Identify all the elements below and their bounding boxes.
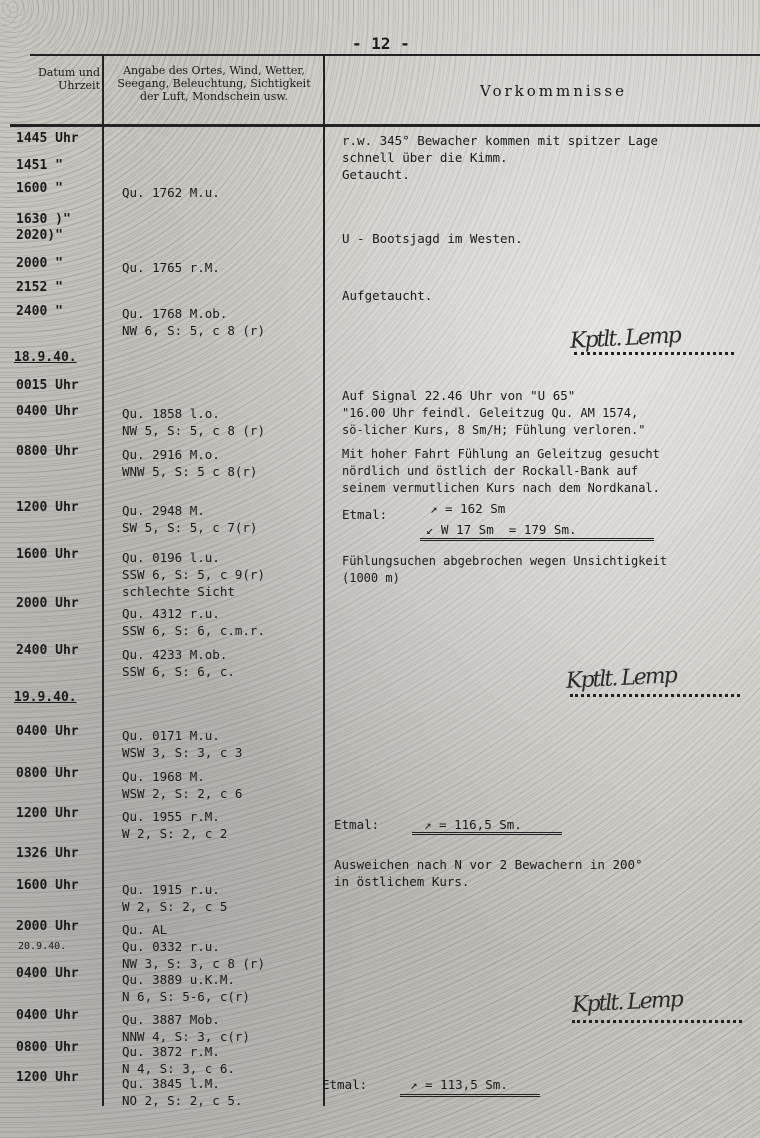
event-fuehlung-abgebrochen: Fühlungsuchen abgebrochen wegen Unsichtigkeit (1000 m) [342,554,668,585]
time-1200c: 1200 Uhr [16,806,79,821]
date-20-9-40: 20.9.40. [18,941,67,952]
time-1445: 1445 Uhr [16,131,79,146]
event-geleitzug: "16.00 Uhr feindl. Geleitzug Qu. AM 1574, sö-licher Kurs, 8 Sm/H; Fühlung verloren." [342,406,646,437]
event-signal: Auf Signal 22.46 Uhr von "U 65" [342,388,576,403]
time-2000: 2000 " [16,256,63,271]
time-2152: 2152 " [16,280,63,295]
etmal-1-line1: ↗ = 162 Sm [430,501,506,516]
time-1451: 1451 " [16,158,63,173]
etmal-3-label: Etmal: [322,1077,368,1092]
etmal-3-value: ↗ = 113,5 Sm. [410,1077,508,1092]
column-divider-2 [323,56,325,1106]
event-fuehlung: Mit hoher Fahrt Fühlung an Geleitzug gesucht nördlich und östlich der Rockall-Bank auf seinem vermutlichen Kurs nach dem Nordkanal. [342,447,660,495]
signature-1: Kptlt. Lemp [569,323,681,354]
signature-2: Kptlt. Lemp [565,663,677,694]
time-1200: 1200 Uhr [16,500,79,515]
header-events: Vorkommnisse [480,82,627,100]
pos-0800d: Qu. 3872 r.M. N 4, S: 3, c 6. [122,1044,235,1076]
etmal-2-value: ↗ = 116,5 Sm. [424,817,522,832]
signature-3: Kptlt. Lemp [571,987,683,1018]
pos-0400e: Qu. 3887 Mob. NNW 4, S: 3, c(r) [122,1012,250,1044]
time-0400c: 0400 Uhr [16,724,79,739]
time-1600b: 1600 Uhr [16,547,79,562]
page-number: - 12 - [352,34,410,53]
pos-1200d: Qu. 3845 l.M. NO 2, S: 2, c 5. [122,1076,243,1108]
signature-3-dots [572,1020,742,1023]
date-18-9-40: 18.9.40. [14,350,77,365]
column-divider-1 [102,56,104,1106]
time-0015: 0015 Uhr [16,378,79,393]
time-0400: 0400 Uhr [16,404,79,419]
time-0800: 0800 Uhr [16,444,79,459]
etmal-2-label: Etmal: [334,817,380,832]
pos-1600b: Qu. 0196 l.u. SSW 6, S: 5, c 9(r) schlechte Sicht [122,550,265,599]
header-location-weather: Angabe des Ortes, Wind, Wetter, Seegang, Beleuchtung, Sichtigkeit der Luft, Mondschein usw. [117,64,311,103]
time-2000c: 2000 Uhr [16,919,79,934]
event-ausweichen: Ausweichen nach N vor 2 Bewachern in 200° in östlichem Kurs. [334,857,643,889]
signature-2-dots [570,694,740,697]
header-date-time: Datum und Uhrzeit [37,66,100,92]
time-1630-2020: 1630 )" 2020)" [16,212,71,243]
pos-0800: Qu. 2916 M.o. WNW 5, S: 5 c 8(r) [122,447,258,479]
time-2400: 2400 " [16,304,63,319]
time-0800c: 0800 Uhr [16,766,79,781]
etmal-1-underline [420,538,654,541]
pos-2000b: Qu. 4312 r.u. SSW 6, S: 6, c.m.r. [122,606,265,638]
time-1200d: 1200 Uhr [16,1070,79,1085]
time-2400b: 2400 Uhr [16,643,79,658]
top-rule [30,54,760,56]
pos-0400c: Qu. 0171 M.u. WSW 3, S: 3, c 3 [122,728,243,760]
time-1326: 1326 Uhr [16,846,79,861]
pos-2000: Qu. 1765 r.M. [122,260,220,275]
pos-1200c: Qu. 1955 r.M. W 2, S: 2, c 2 [122,809,228,841]
pos-1600c: Qu. 1915 r.u. W 2, S: 2, c 5 [122,882,228,914]
event-aufgetaucht: Aufgetaucht. [342,288,433,303]
time-1600c: 1600 Uhr [16,878,79,893]
etmal-1-line2: ↙ W 17 Sm = 179 Sm. [426,522,577,537]
pos-2000c: Qu. AL Qu. 0332 r.u. NW 3, S: 3, c 8 (r) [122,922,265,971]
pos-0800c: Qu. 1968 M. WSW 2, S: 2, c 6 [122,769,243,801]
etmal-2-underline [412,832,562,835]
event-1445: r.w. 345° Bewacher kommen mit spitzer Lage schnell über die Kimm. Getaucht. [342,133,659,182]
time-0800d: 0800 Uhr [16,1040,79,1055]
signature-1-dots [574,352,734,355]
time-0400d: 0400 Uhr [16,966,79,981]
pos-2400b: Qu. 4233 M.ob. SSW 6, S: 6, c. [122,647,235,679]
time-0400e: 0400 Uhr [16,1008,79,1023]
date-19-9-40: 19.9.40. [14,690,77,705]
pos-0400: Qu. 1858 l.o. NW 5, S: 5, c 8 (r) [122,406,265,438]
time-2000b: 2000 Uhr [16,596,79,611]
pos-2400: Qu. 1768 M.ob. NW 6, S: 5, c 8 (r) [122,306,265,338]
etmal-1-label: Etmal: [342,507,388,522]
header-rule [10,124,760,127]
etmal-3-underline [400,1094,540,1097]
time-1600: 1600 " [16,181,63,196]
pos-0400d: Qu. 3889 u.K.M. N 6, S: 5-6, c(r) [122,972,250,1004]
pos-1600: Qu. 1762 M.u. [122,185,220,200]
event-ubootjagd: U - Bootsjagd im Westen. [342,231,523,246]
pos-1200: Qu. 2948 M. SW 5, S: 5, c 7(r) [122,503,258,535]
